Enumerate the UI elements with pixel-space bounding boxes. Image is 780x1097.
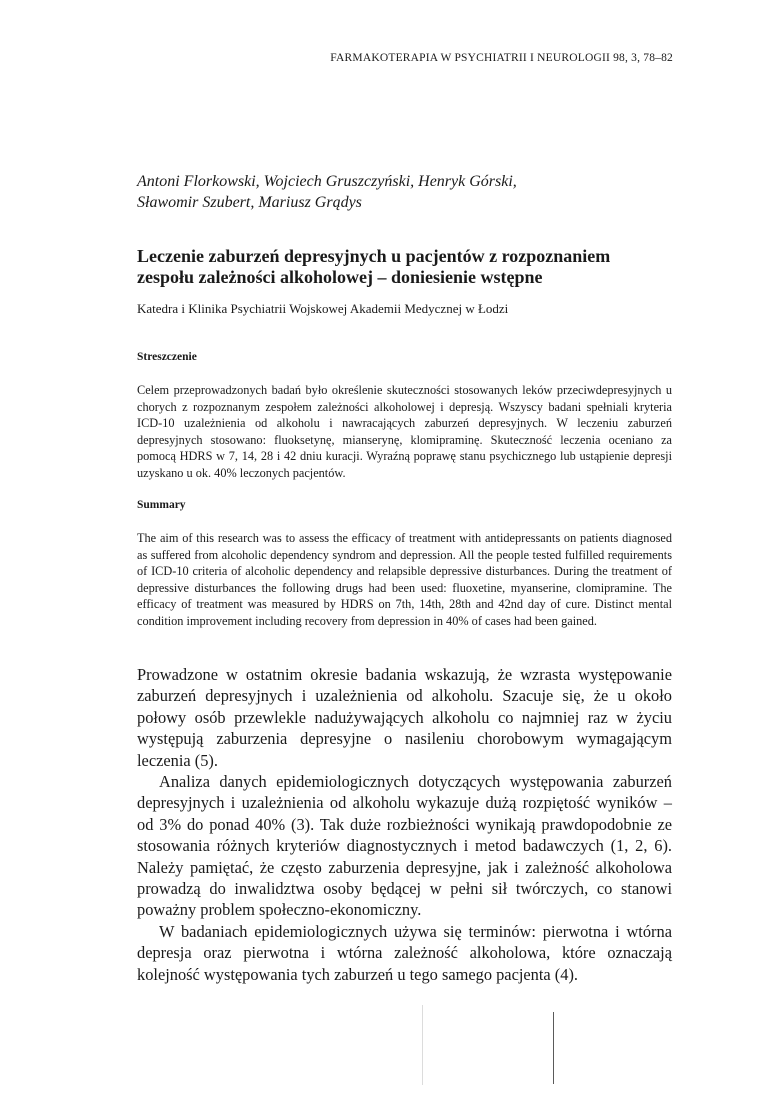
body-paragraph-1: Prowadzone w ostatnim okresie badania wskazują, że wzrasta występowanie zaburzeń depresyjnych i uzależnienia od alkoholu. Szacuje się, że u około połowy osób przewlekle nadużywających alkoholu co najmniej raz w życiu występują zaburzenia depresyjne o nasileniu chorobowym wymagającym leczenia (5). [137,665,672,770]
article-body [137,664,672,985]
streszczenie-text: Celem przeprowadzonych badań było określenie skuteczności stosowanych leków przeciwdepresyjnych u chorych z rozpoznanym zespołem zależności alkoholowej i depresją. Wszyscy badani spełniali kryteria ICD-10 uzależnienia od alkoholu i nawracających zaburzeń depresyjnych. W leczeniu zaburzeń depresyjnych stosowano: fluoksetynę, mianserynę, klomipraminę. Skuteczność leczenia oceniano za pomocą HDRS w 7, 14, 28 i 42 dniu kuracji. Wyraźną poprawę stanu psychicznego lub ustąpienie depresji uzyskano u ok. 40% leczonych pacjentów. [137,383,672,480]
streszczenie-heading: Streszczenie [137,351,197,363]
scan-mark [553,1012,554,1084]
scan-mark-faint [422,1005,423,1085]
title-line-2: zespołu zależności alkoholowej – doniesienie wstępne [137,267,543,287]
author-list [137,171,697,213]
title-line-1: Leczenie zaburzeń depresyjnych u pacjentów z rozpoznaniem [137,246,611,266]
authors-line-1: Antoni Florkowski, Wojciech Gruszczyński, Henryk Górski, [137,173,517,190]
journal-header: FARMAKOTERAPIA W PSYCHIATRII I NEUROLOGII 98, 3, 78–82 [330,52,673,64]
summary-heading: Summary [137,499,186,511]
summary-text: The aim of this research was to assess the efficacy of treatment with antidepressants on patients diagnosed as suffered from alcoholic dependency syndrom and depression. All the people tested fulfilled requirements of ICD-10 criteria of alcoholic dependency and relapsible depressive disturbances. During the treatment of depressive disturbances the following drugs had been used: fluoxetine, myanserine, clomipramine. The efficacy of treatment was measured by HDRS on 7th, 14th, 28th and 42nd day of cure. Distinct mental condition improvement including recovery from depression in 40% of cases had been gained. [137,531,672,628]
affiliation: Katedra i Klinika Psychiatrii Wojskowej Akademii Medycznej w Łodzi [137,301,509,316]
body-paragraph-2: Analiza danych epidemiologicznych dotyczących występowania zaburzeń depresyjnych i uzależnienia od alkoholu wykazuje dużą rozpiętość wyników – od 3% do ponad 40% (3). Tak duże rozbieżności wynikają prawdopodobnie ze stosowania różnych kryteriów diagnostycznych i metod badawczych (1, 2, 6). Należy pamiętać, że często zaburzenia depresyjne, jak i zależność alkoholowa prowadzą do inwalidztwa osoby będącej w pełni sił twórczych, co stanowi poważny problem społeczno-ekonomiczny. [137,772,672,920]
authors-line-2: Sławomir Szubert, Mariusz Grądys [137,194,362,211]
body-paragraph-3: W badaniach epidemiologicznych używa się terminów: pierwotna i wtórna depresja oraz pierwotna i wtórna zależność alkoholowa, które oznaczają kolejność występowania tych zaburzeń u tego samego pacjenta (4). [137,921,672,984]
article-title [137,246,697,288]
